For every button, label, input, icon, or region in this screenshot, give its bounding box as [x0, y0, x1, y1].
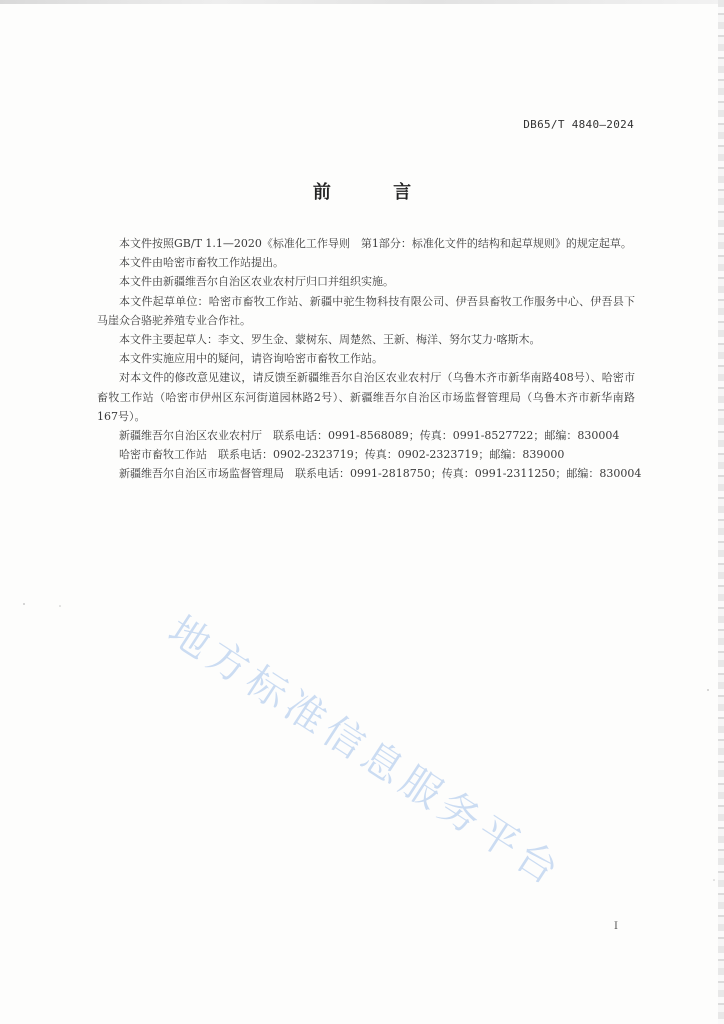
paragraph-feedback: 对本文件的修改意见建议，请反馈至新疆维吾尔自治区农业农村厅（乌鲁木齐市新华南路408号）、哈密市畜牧工作站（哈密市伊州区东河街道园林路2号）、新疆维吾尔自治区市场监督管理局（乌鲁木齐市新华南路167号）。: [97, 371, 635, 423]
foreword-body: [97, 234, 642, 484]
contact-line: 新疆维吾尔自治区市场监督管理局 联系电话：0991-2818750；传真：0991-2311250；邮编：830004: [119, 467, 642, 481]
page-number: I: [614, 921, 618, 932]
scan-right-edge: [718, 0, 724, 1024]
paragraph-drafting-units: 本文件起草单位：哈密市畜牧工作站、新疆中驼生物科技有限公司、伊吾县畜牧工作服务中心、伊吾县下马崖众合骆驼养殖专业合作社。: [97, 294, 635, 327]
paragraph-proposer: 本文件由哈密市畜牧工作站提出。: [119, 256, 284, 270]
page-title: 前 言: [312, 182, 440, 203]
paragraph-administrator: 本文件由新疆维吾尔自治区农业农村厅归口并组织实施。: [119, 275, 394, 289]
paragraph-drafters: 本文件主要起草人：李文、罗生金、蒙树东、周楚然、王新、梅洋、努尔艾力·喀斯木。: [119, 333, 541, 347]
scan-top-strip: [0, 0, 724, 4]
paragraph-drafting-basis: 本文件按照GB/T 1.1—2020《标准化工作导则 第1部分：标准化文件的结构和起草规则》的规定起草。: [119, 237, 632, 250]
document-code: DB65/T 4840—2024: [523, 118, 634, 131]
watermark: 地方标准信息服务平台: [160, 607, 571, 897]
paragraph-inquiries: 本文件实施应用中的疑问，请咨询哈密市畜牧工作站。: [119, 352, 383, 366]
contact-line: 新疆维吾尔自治区农业农村厅 联系电话：0991-8568089；传真：0991-8527722；邮编：830004: [119, 429, 620, 443]
contact-line: 哈密市畜牧工作站 联系电话：0902-2323719；传真：0902-2323719；邮编：839000: [119, 448, 565, 462]
